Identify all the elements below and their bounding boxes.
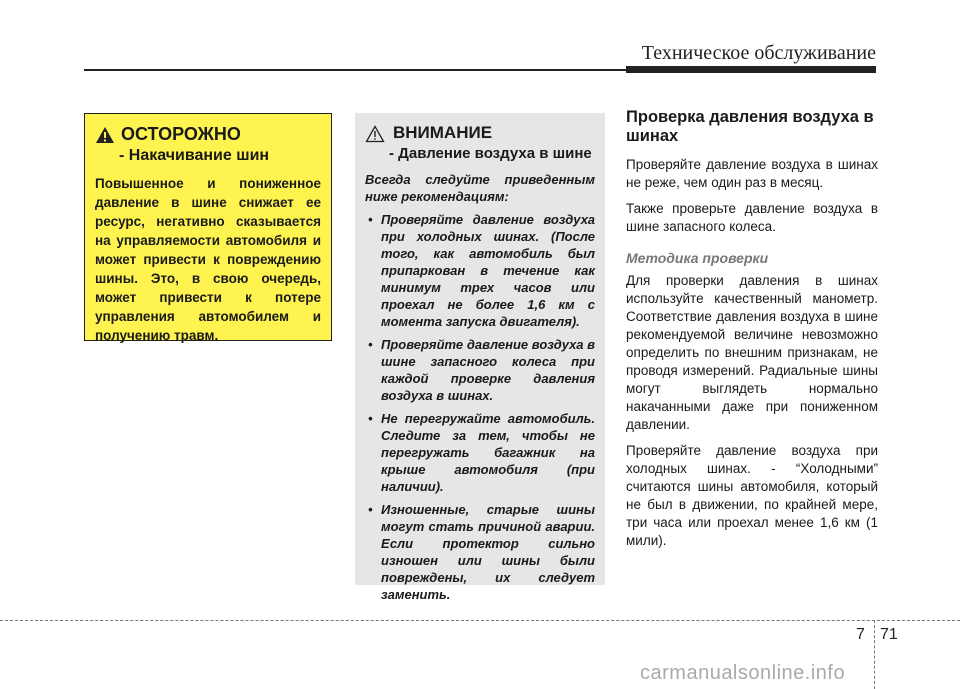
caution-box [355, 113, 605, 602]
main-paragraph: Для проверки давления в шинах используйте качественный манометр. Соответствие давления воздуха в шине рекомендуемой величине невозможно определить по внешним признакам, не проводя измерений. Радиальные шины могут выглядеть нормально накачанными даже при пониженном давлении. [626, 273, 878, 432]
caution-item-text: Изношенные, старые шины могут стать причиной аварии. Если протектор сильно изношен или шины были повреждены, их следует заменить. [381, 502, 595, 602]
caution-item [365, 501, 595, 603]
main-paragraph: Проверяйте давление воздуха в шинах не реже, чем один раз в месяц. [626, 157, 878, 190]
caution-item-text: Проверяйте давление воздуха при холодных шинах. (После того, как автомобиль был припаркован в течение как минимум трех часов или проехал не более 1,6 км с момента запуска двигателя). [381, 212, 595, 329]
caution-title: ВНИМАНИЕ [393, 123, 493, 142]
caution-item-text: Проверяйте давление воздуха в шине запасного колеса при каждой проверке давления воздуха в шинах. [381, 337, 595, 403]
warning-subtitle: - Накачивание шин [119, 147, 270, 164]
page-chapter: 7 [856, 626, 865, 643]
main-title: Проверка давления воздуха в шинах [626, 108, 874, 145]
caution-item [365, 410, 595, 495]
caution-list [365, 211, 595, 603]
section-title: Техническое обслуживание [641, 42, 876, 64]
main-paragraph: Проверяйте давление воздуха при холодных шинах. - “Холодными” считаются шины автомобиля, который не был в движении, по крайней мере, три часа или проехал менее 1,6 км (1 мили). [626, 443, 878, 548]
caution-subtitle: - Давление воздуха в шине [389, 145, 592, 162]
footer-divider [874, 620, 875, 689]
footer-rule [0, 620, 960, 621]
watermark: carmanualsonline.info [640, 662, 846, 684]
caution-item [365, 336, 595, 404]
bullet: • [368, 411, 373, 426]
caution-intro: Всегда следуйте приведенным ниже рекомендациям: [365, 172, 595, 204]
main-subheading: Методика проверки [626, 250, 769, 266]
header-rule-accent [626, 66, 876, 73]
bullet: • [368, 502, 373, 517]
caution-item [365, 211, 595, 330]
warning-box [84, 113, 332, 341]
bullet: • [368, 212, 373, 227]
warning-header [95, 124, 321, 144]
warning-triangle-icon [95, 126, 115, 144]
caution-header [365, 123, 595, 143]
warning-title: ОСТОРОЖНО [121, 124, 241, 144]
page-number: 71 [880, 626, 898, 643]
main-column [626, 108, 878, 558]
warning-body: Повышенное и пониженное давление в шине снижает ее ресурс, негативно сказывается на управляемости автомобиля и может привести к повреждению шины. Это, в свою очередь, может привести к потере управления автомобилем и получению травм. [95, 176, 321, 343]
caution-item-text: Не перегружайте автомобиль. Следите за тем, чтобы не перегружать багажник на крыше автомобиля (при наличии). [381, 411, 595, 494]
bullet: • [368, 337, 373, 352]
caution-triangle-icon [365, 125, 385, 143]
main-paragraph: Также проверьте давление воздуха в шине запасного колеса. [626, 201, 878, 234]
